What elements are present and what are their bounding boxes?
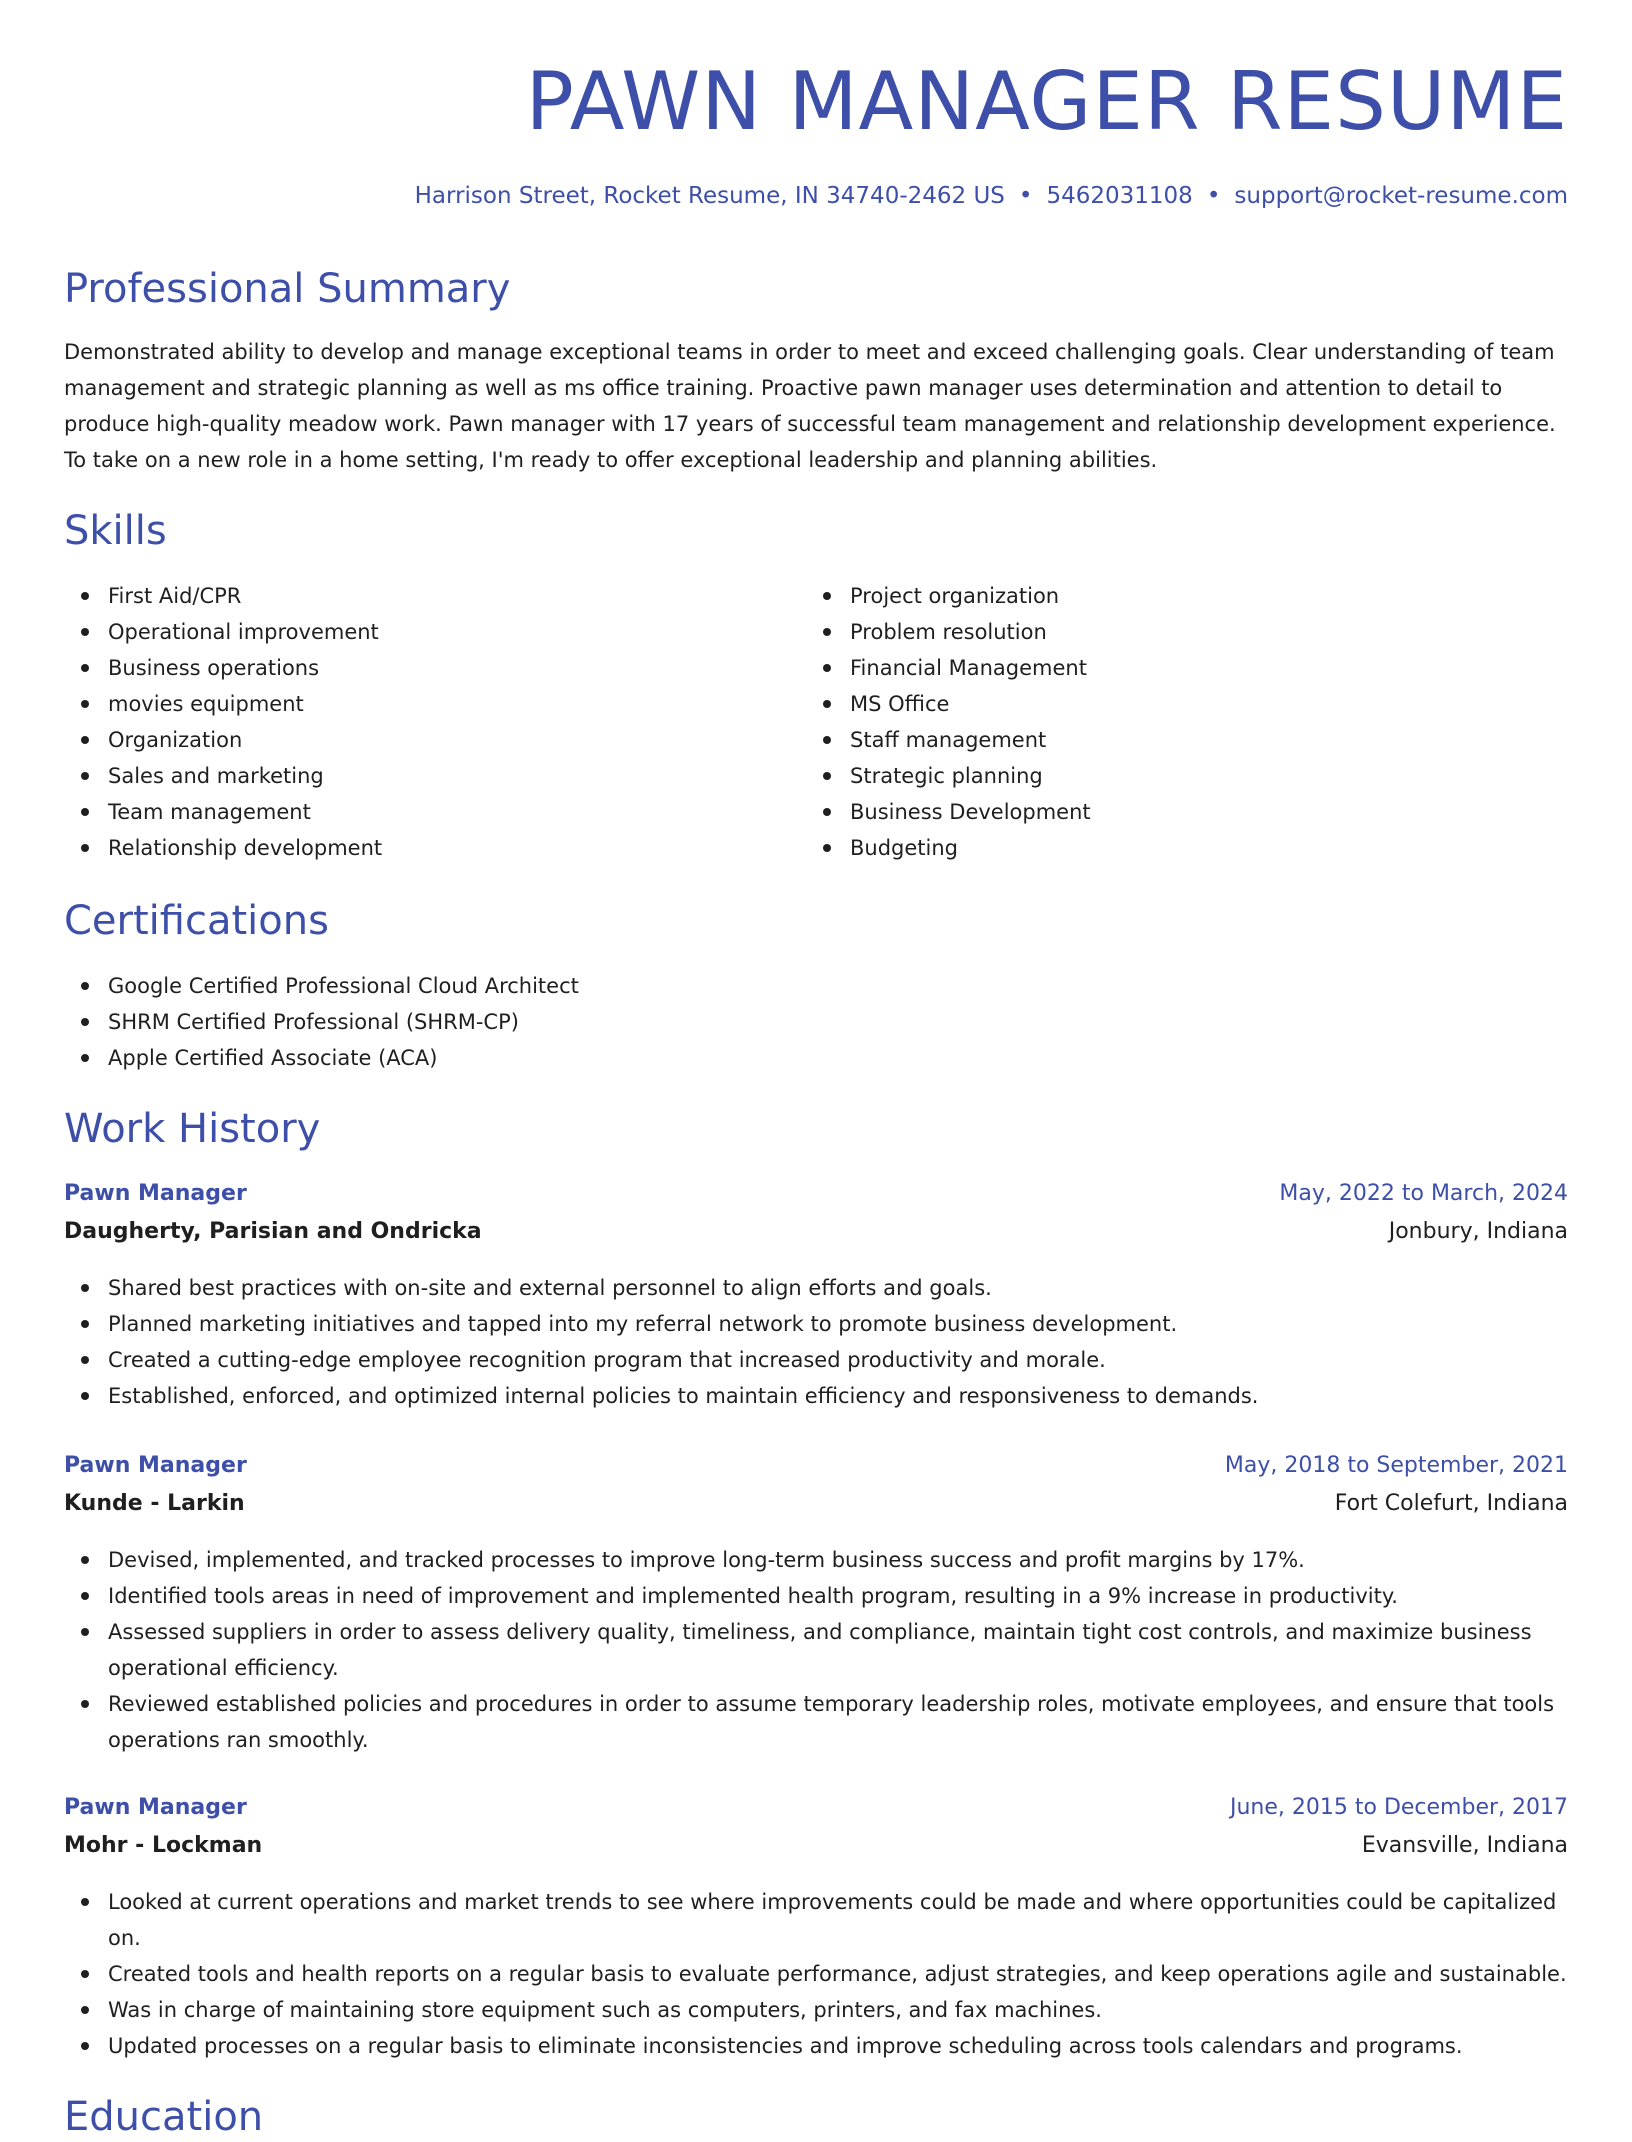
job-bullet: Created a cutting-edge employee recognition program that increased productivity and morale. <box>64 1342 1568 1378</box>
job-bullet: Planned marketing initiatives and tapped into my referral network to promote business development. <box>64 1306 1568 1342</box>
certification-item: Google Certified Professional Cloud Architect <box>64 968 1568 1004</box>
skill-item: Staff management <box>806 722 1566 758</box>
skill-item: Budgeting <box>806 830 1566 866</box>
skill-item: MS Office <box>806 686 1566 722</box>
job-bullet: Was in charge of maintaining store equipment such as computers, printers, and fax machines. <box>64 1992 1568 2028</box>
skill-item: Team management <box>64 794 804 830</box>
job-bullet: Updated processes on a regular basis to eliminate inconsistencies and improve scheduling across tools calendars and programs. <box>64 2028 1568 2064</box>
summary-heading: Professional Summary <box>64 266 511 312</box>
certifications-list <box>64 968 1568 1076</box>
skill-item: movies equipment <box>64 686 804 722</box>
job-bullet: Identified tools areas in need of improvement and implemented health program, resulting in a 9% increase in productivity. <box>64 1578 1568 1614</box>
contact-phone: 5462031108 <box>1046 183 1193 209</box>
job-bullet: Established, enforced, and optimized internal policies to maintain efficiency and responsiveness to demands. <box>64 1378 1568 1414</box>
job-dates: May, 2018 to September, 2021 <box>1224 1453 1568 1478</box>
job-bullet: Shared best practices with on-site and external personnel to align efforts and goals. <box>64 1270 1568 1306</box>
certification-item: Apple Certified Associate (ACA) <box>64 1040 1568 1076</box>
job-location: Fort Colefurt, Indiana <box>1334 1491 1568 1516</box>
job-title: Pawn Manager <box>64 1453 247 1478</box>
job-company: Kunde - Larkin <box>64 1491 245 1516</box>
job-bullet-list <box>64 1542 1568 1758</box>
skill-item: First Aid/CPR <box>64 578 804 614</box>
certifications-heading: Certifications <box>64 898 329 944</box>
job-bullet: Looked at current operations and market trends to see where improvements could be made and where opportunities could be capitalized on. <box>64 1884 1568 1956</box>
contact-email: support@rocket-resume.com <box>1234 183 1568 209</box>
skills-heading: Skills <box>64 508 167 554</box>
job-dates: June, 2015 to December, 2017 <box>1229 1795 1568 1820</box>
job-entry-header <box>64 1790 1568 1870</box>
certification-item: SHRM Certified Professional (SHRM-CP) <box>64 1004 1568 1040</box>
contact-separator: • <box>1018 183 1033 209</box>
skill-item: Project organization <box>806 578 1566 614</box>
job-entry-header <box>64 1176 1568 1256</box>
job-title: Pawn Manager <box>64 1181 247 1206</box>
skill-item: Organization <box>64 722 804 758</box>
skill-item: Relationship development <box>64 830 804 866</box>
job-bullet: Reviewed established policies and procedures in order to assume temporary leadership roles, motivate employees, and ensure that tools operations ran smoothly. <box>64 1686 1568 1758</box>
job-title: Pawn Manager <box>64 1795 247 1820</box>
skill-item: Business Development <box>806 794 1566 830</box>
summary-text: Demonstrated ability to develop and manage exceptional teams in order to meet and exceed challenging goals. Clear understanding of team management and strategic planning as well as ms office training. Proactive pawn manager uses determination and attention to detail to produce high-quality meadow work. Pawn manager with 17 years of successful team management and relationship development experience. To take on a new role in a home setting, I'm ready to offer exceptional leadership and planning abilities. <box>64 340 1556 472</box>
skills-list-left <box>64 578 804 866</box>
job-bullet: Devised, implemented, and tracked processes to improve long-term business success and profit margins by 17%. <box>64 1542 1568 1578</box>
contact-separator: • <box>1206 183 1221 209</box>
work-history-heading: Work History <box>64 1106 321 1152</box>
skill-item: Strategic planning <box>806 758 1566 794</box>
skill-item: Financial Management <box>806 650 1566 686</box>
skill-item: Problem resolution <box>806 614 1566 650</box>
resume-title: PAWN MANAGER RESUME <box>525 55 1568 148</box>
contact-line <box>415 180 1568 212</box>
job-company: Daugherty, Parisian and Ondricka <box>64 1219 482 1244</box>
skill-item: Business operations <box>64 650 804 686</box>
job-bullet: Assessed suppliers in order to assess delivery quality, timeliness, and compliance, maintain tight cost controls, and maximize business operational efficiency. <box>64 1614 1568 1686</box>
education-heading: Education <box>64 2094 264 2140</box>
skills-list-right <box>806 578 1566 866</box>
skill-item: Operational improvement <box>64 614 804 650</box>
job-bullet-list <box>64 1270 1568 1414</box>
job-location: Evansville, Indiana <box>1361 1833 1568 1858</box>
job-company: Mohr - Lockman <box>64 1833 263 1858</box>
contact-address: Harrison Street, Rocket Resume, IN 34740-2462 US <box>414 183 1005 209</box>
job-bullet-list <box>64 1884 1568 2064</box>
job-location: Jonbury, Indiana <box>1388 1219 1568 1244</box>
skill-item: Sales and marketing <box>64 758 804 794</box>
job-entry-header <box>64 1448 1568 1528</box>
job-bullet: Created tools and health reports on a regular basis to evaluate performance, adjust strategies, and keep operations agile and sustainable. <box>64 1956 1568 1992</box>
job-dates: May, 2022 to March, 2024 <box>1279 1181 1568 1206</box>
